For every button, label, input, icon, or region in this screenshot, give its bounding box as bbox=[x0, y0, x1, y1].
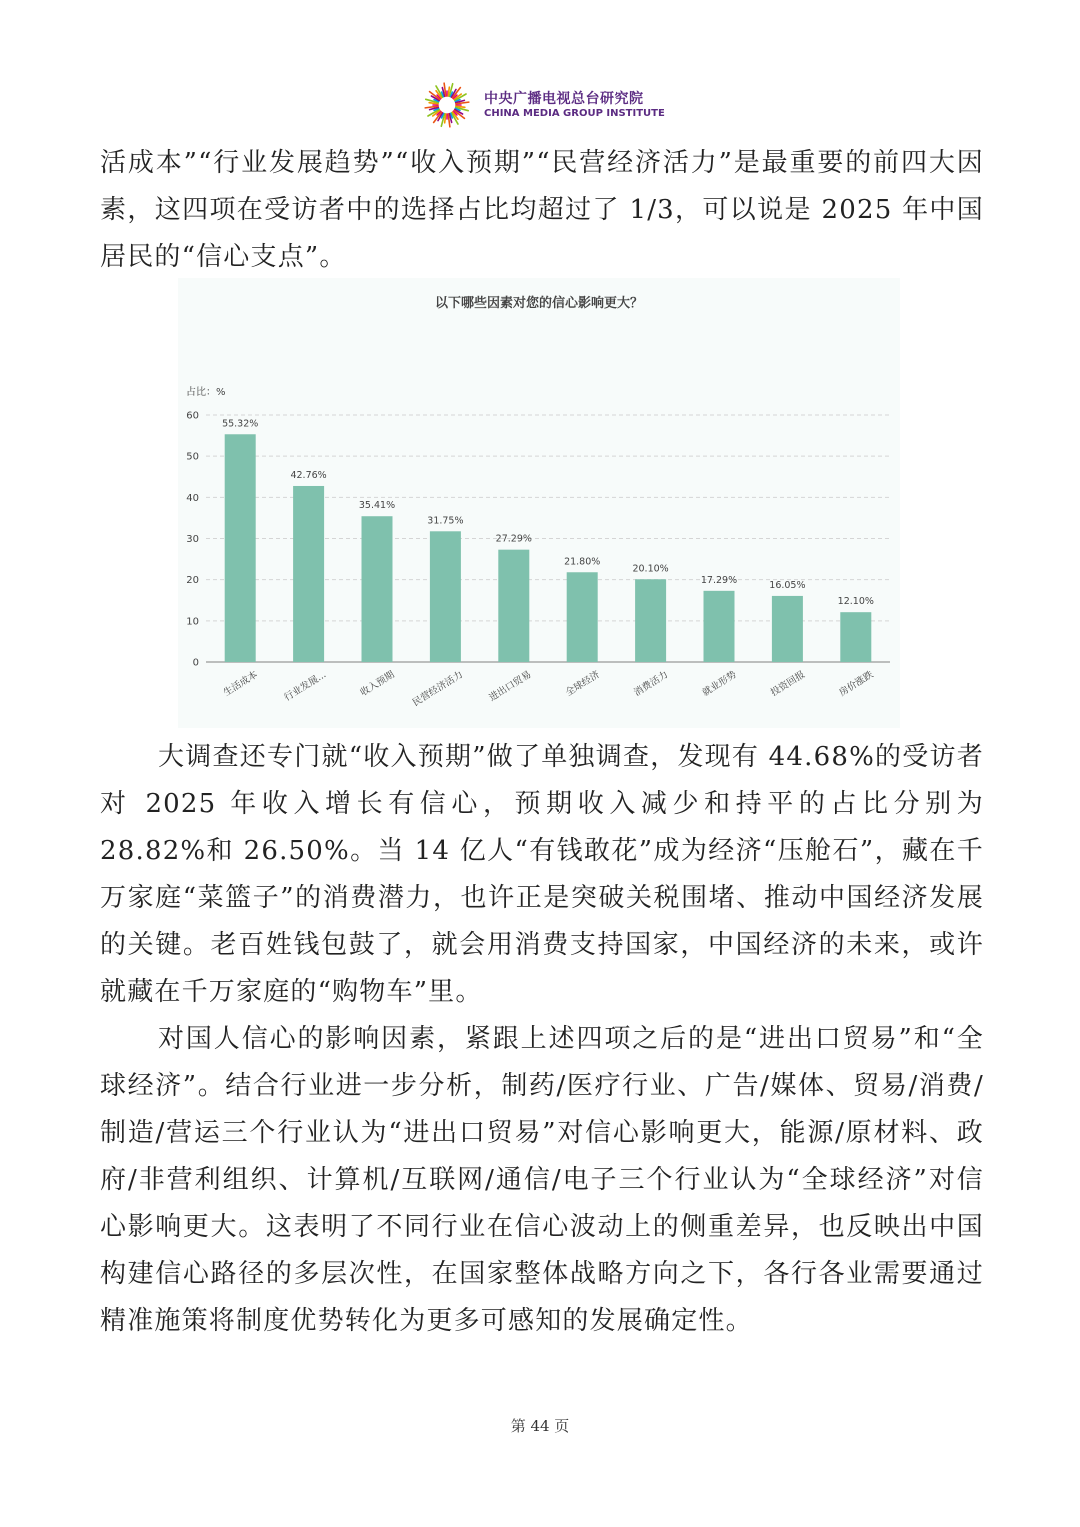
bar bbox=[840, 612, 871, 662]
x-tick-label: 行业发展... bbox=[282, 669, 329, 704]
y-tick-label: 60 bbox=[186, 410, 199, 422]
bar bbox=[498, 550, 529, 662]
bar-value-label: 55.32% bbox=[222, 418, 259, 430]
y-tick-label: 50 bbox=[186, 451, 199, 463]
y-tick-label: 30 bbox=[186, 534, 199, 545]
x-tick-label: 收入预期 bbox=[358, 669, 397, 699]
bar-value-label: 31.75% bbox=[427, 515, 464, 527]
x-tick-label: 房价涨跌 bbox=[837, 669, 876, 699]
bar-value-label: 12.10% bbox=[837, 596, 874, 608]
page-header bbox=[420, 76, 680, 134]
bar bbox=[225, 434, 256, 662]
x-tick-label: 就业形势 bbox=[700, 669, 739, 699]
bar-value-label: 20.10% bbox=[632, 563, 669, 575]
x-tick-label: 生活成本 bbox=[221, 669, 260, 699]
bar-value-label: 35.41% bbox=[358, 500, 396, 512]
paragraph-2: 大调查还专门就“收入预期”做了单独调查，发现有 44.68%的受访者对 2025 年收入增长有信心，预期收入减少和持平的占比分别为 28.82%和 26.50%。当 14 亿人“有钱敢花”成为经济“压舱石”，藏在千万家庭“菜篮子”的消费潜力，也许正是突破关税围堵、推动中国经济发展的关键。老百姓钱包鼓了，就会用消费支持国家，中国经济的未来，或许就藏在千万家庭的“购物车”里。 bbox=[100, 742, 984, 1007]
institute-logo-icon bbox=[420, 78, 474, 132]
y-tick-label: 20 bbox=[186, 575, 199, 587]
y-tick-label: 0 bbox=[192, 657, 199, 669]
bar-chart bbox=[178, 278, 900, 728]
x-tick-label: 进出口贸易 bbox=[487, 669, 534, 704]
chart-y-axis-label: 占比：% bbox=[186, 387, 226, 398]
bar-value-label: 42.76% bbox=[290, 469, 327, 481]
bar bbox=[635, 579, 666, 662]
x-tick-label: 民营经济活力 bbox=[410, 669, 465, 709]
institute-name-cn: 中央广播电视总台研究院 bbox=[484, 91, 644, 107]
x-tick-label: 消费活力 bbox=[632, 669, 671, 699]
bar-value-label: 27.29% bbox=[495, 533, 532, 545]
page-number: 第 44 页 bbox=[510, 1417, 570, 1435]
chart-canvas bbox=[178, 278, 900, 728]
bar-value-label: 21.80% bbox=[564, 556, 601, 568]
bar bbox=[293, 486, 324, 662]
x-tick-label: 投资回报 bbox=[768, 669, 807, 699]
bar-value-label: 16.05% bbox=[769, 579, 806, 591]
chart-title: 以下哪些因素对您的信心影响更大？ bbox=[434, 296, 644, 311]
bar bbox=[567, 572, 598, 662]
institute-name-en: CHINA MEDIA GROUP INSTITUTE bbox=[484, 108, 665, 119]
y-tick-label: 10 bbox=[186, 616, 199, 628]
bar bbox=[704, 591, 735, 662]
bar bbox=[362, 516, 393, 662]
bar-value-label: 17.29% bbox=[700, 574, 738, 586]
y-tick-label: 40 bbox=[186, 492, 199, 504]
bar bbox=[430, 531, 461, 662]
paragraph-3: 对国人信心的影响因素，紧跟上述四项之后的是“进出口贸易”和“全球经济”。结合行业进一步分析，制药/医疗行业、广告/媒体、贸易/消费/制造/营运三个行业认为“进出口贸易”对信心影响更大，能源/原材料、政府/非营利组织、计算机/互联网/通信/电子三个行业认为“全球经济”对信心影响更大。这表明了不同行业在信心波动上的侧重差异，也反映出中国构建信心路径的多层次性，在国家整体战略方向之下，各行各业需要通过精准施策将制度优势转化为更多可感知的发展确定性。 bbox=[100, 1024, 984, 1336]
x-tick-label: 全球经济 bbox=[563, 669, 602, 699]
bar bbox=[772, 596, 803, 662]
paragraph-1: 活成本”“行业发展趋势”“收入预期”“民营经济活力”是最重要的前四大因素，这四项在受访者中的选择占比均超过了 1/3，可以说是 2025 年中国居民的“信心支点”。 bbox=[100, 148, 984, 272]
